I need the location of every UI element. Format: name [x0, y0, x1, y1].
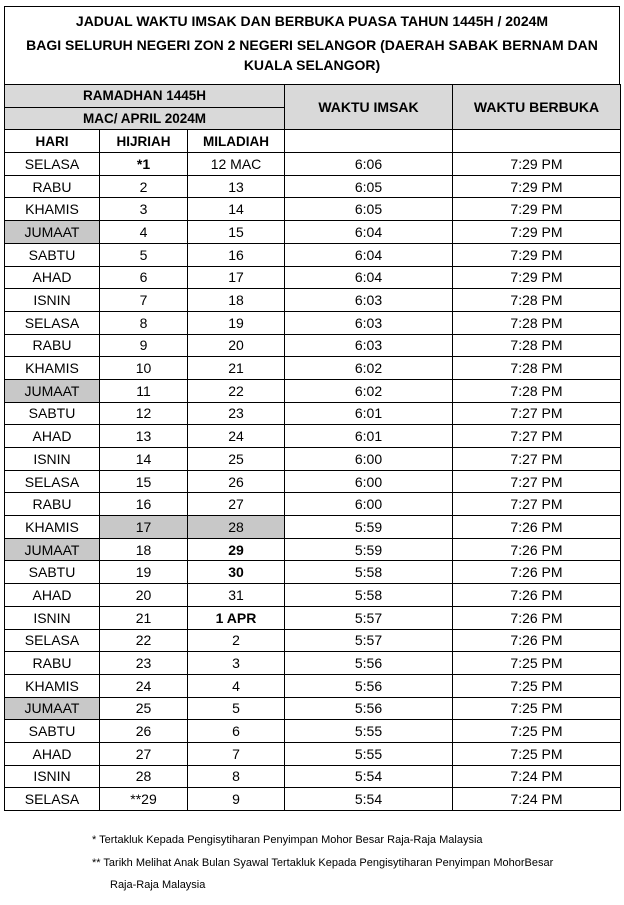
table-row [5, 652, 621, 675]
hari-cell: SELASA [5, 629, 100, 652]
miladiah-header: MILADIAH [188, 130, 285, 153]
imsak-cell: 6:00 [285, 493, 453, 516]
hari-cell: JUMAAT [5, 379, 100, 402]
hari-cell: KHAMIS [5, 357, 100, 380]
table-row [5, 470, 621, 493]
imsak-cell: 5:59 [285, 538, 453, 561]
table-row [5, 742, 621, 765]
imsak-cell: 5:59 [285, 516, 453, 539]
hijriah-cell: *1 [100, 153, 188, 176]
hari-cell: AHAD [5, 425, 100, 448]
imsak-cell: 5:55 [285, 720, 453, 743]
berbuka-cell: 7:24 PM [453, 765, 621, 788]
miladiah-cell: 22 [188, 379, 285, 402]
table-row [5, 153, 621, 176]
berbuka-cell: 7:28 PM [453, 289, 621, 312]
hari-cell: ISNIN [5, 289, 100, 312]
berbuka-cell: 7:27 PM [453, 470, 621, 493]
imsak-cell: 5:57 [285, 606, 453, 629]
hijriah-cell: 15 [100, 470, 188, 493]
berbuka-cell: 7:24 PM [453, 788, 621, 811]
hijriah-cell: 2 [100, 175, 188, 198]
miladiah-cell: 17 [188, 266, 285, 289]
hari-cell: JUMAAT [5, 697, 100, 720]
miladiah-cell: 31 [188, 584, 285, 607]
miladiah-cell: 13 [188, 175, 285, 198]
imsak-subheader-blank [285, 130, 453, 153]
hari-cell: JUMAAT [5, 221, 100, 244]
hijriah-header: HIJRIAH [100, 130, 188, 153]
miladiah-cell: 19 [188, 311, 285, 334]
table-row [5, 606, 621, 629]
imsak-cell: 6:05 [285, 175, 453, 198]
hijriah-cell: 22 [100, 629, 188, 652]
miladiah-cell: 28 [188, 516, 285, 539]
imsak-cell: 6:03 [285, 311, 453, 334]
berbuka-cell: 7:25 PM [453, 652, 621, 675]
imsak-cell: 5:58 [285, 561, 453, 584]
footnote-2-continued: Raja-Raja Malaysia [110, 879, 206, 891]
imsak-header: WAKTU IMSAK [285, 85, 453, 130]
hijriah-cell: 10 [100, 357, 188, 380]
berbuka-cell: 7:29 PM [453, 198, 621, 221]
hari-cell: SABTU [5, 402, 100, 425]
berbuka-cell: 7:26 PM [453, 538, 621, 561]
table-row [5, 516, 621, 539]
imsak-cell: 6:04 [285, 243, 453, 266]
table-row [5, 175, 621, 198]
hari-cell: KHAMIS [5, 516, 100, 539]
table-row [5, 788, 621, 811]
table-row [5, 425, 621, 448]
hijriah-cell: 11 [100, 379, 188, 402]
hari-cell: SABTU [5, 243, 100, 266]
miladiah-cell: 9 [188, 788, 285, 811]
title-line-2: BAGI SELURUH NEGERI ZON 2 NEGERI SELANGOR (DAERAH SABAK BERNAM DAN KUALA SELANGOR) [26, 37, 598, 73]
table-row [5, 221, 621, 244]
hari-cell: RABU [5, 334, 100, 357]
footnote-1: * Tertakluk Kepada Pengisytiharan Penyimpan Mohor Besar Raja-Raja Malaysia [92, 834, 483, 846]
berbuka-cell: 7:27 PM [453, 493, 621, 516]
imsak-cell: 5:54 [285, 788, 453, 811]
berbuka-cell: 7:26 PM [453, 561, 621, 584]
hijriah-cell: 23 [100, 652, 188, 675]
imsak-cell: 6:04 [285, 221, 453, 244]
hijriah-cell: 16 [100, 493, 188, 516]
miladiah-cell: 18 [188, 289, 285, 312]
table-row [5, 357, 621, 380]
hari-cell: SELASA [5, 153, 100, 176]
hijriah-cell: 6 [100, 266, 188, 289]
miladiah-cell: 24 [188, 425, 285, 448]
table-row [5, 379, 621, 402]
imsak-cell: 6:05 [285, 198, 453, 221]
imsak-cell: 6:04 [285, 266, 453, 289]
miladiah-cell: 3 [188, 652, 285, 675]
hijriah-cell: 4 [100, 221, 188, 244]
imsak-cell: 5:58 [285, 584, 453, 607]
miladiah-cell: 27 [188, 493, 285, 516]
miladiah-cell: 1 APR [188, 606, 285, 629]
imsak-cell: 6:02 [285, 379, 453, 402]
hari-cell: JUMAAT [5, 538, 100, 561]
berbuka-cell: 7:28 PM [453, 334, 621, 357]
miladiah-cell: 14 [188, 198, 285, 221]
berbuka-cell: 7:29 PM [453, 175, 621, 198]
berbuka-subheader-blank [453, 130, 621, 153]
berbuka-cell: 7:25 PM [453, 720, 621, 743]
hijriah-cell: 3 [100, 198, 188, 221]
imsak-cell: 5:56 [285, 652, 453, 675]
table-row [5, 538, 621, 561]
imsak-cell: 5:56 [285, 697, 453, 720]
berbuka-cell: 7:29 PM [453, 266, 621, 289]
miladiah-cell: 16 [188, 243, 285, 266]
hari-cell: KHAMIS [5, 198, 100, 221]
imsak-cell: 6:00 [285, 470, 453, 493]
hijriah-cell: 5 [100, 243, 188, 266]
imsak-cell: 5:57 [285, 629, 453, 652]
imsak-cell: 6:00 [285, 448, 453, 471]
miladiah-cell: 21 [188, 357, 285, 380]
month-header: MAC/ APRIL 2024M [5, 107, 285, 130]
table-row [5, 266, 621, 289]
imsak-cell: 6:06 [285, 153, 453, 176]
table-row [5, 198, 621, 221]
berbuka-header: WAKTU BERBUKA [453, 85, 621, 130]
berbuka-cell: 7:26 PM [453, 629, 621, 652]
hari-cell: SELASA [5, 311, 100, 334]
title-line-1: JADUAL WAKTU IMSAK DAN BERBUKA PUASA TAHUN 1445H / 2024M [75, 13, 549, 29]
imsak-cell: 5:55 [285, 742, 453, 765]
hijriah-cell: 14 [100, 448, 188, 471]
table-row [5, 720, 621, 743]
hari-cell: ISNIN [5, 606, 100, 629]
berbuka-cell: 7:27 PM [453, 402, 621, 425]
table-row [5, 334, 621, 357]
hijriah-cell: 8 [100, 311, 188, 334]
miladiah-cell: 2 [188, 629, 285, 652]
berbuka-cell: 7:27 PM [453, 448, 621, 471]
hijriah-cell: 24 [100, 674, 188, 697]
hari-cell: RABU [5, 175, 100, 198]
imsak-cell: 6:01 [285, 425, 453, 448]
berbuka-cell: 7:26 PM [453, 606, 621, 629]
table-row [5, 311, 621, 334]
table-row [5, 448, 621, 471]
imsak-cell: 5:54 [285, 765, 453, 788]
footnotes [92, 832, 612, 893]
hari-cell: SELASA [5, 470, 100, 493]
hari-cell: RABU [5, 652, 100, 675]
berbuka-cell: 7:27 PM [453, 425, 621, 448]
imsak-cell: 6:01 [285, 402, 453, 425]
hijriah-cell: 13 [100, 425, 188, 448]
miladiah-cell: 20 [188, 334, 285, 357]
ramadhan-header: RAMADHAN 1445H [5, 85, 285, 108]
table-row [5, 402, 621, 425]
hijriah-cell: 26 [100, 720, 188, 743]
hijriah-cell: 12 [100, 402, 188, 425]
berbuka-cell: 7:28 PM [453, 357, 621, 380]
berbuka-cell: 7:26 PM [453, 516, 621, 539]
hijriah-cell: 25 [100, 697, 188, 720]
berbuka-cell: 7:28 PM [453, 311, 621, 334]
berbuka-cell: 7:29 PM [453, 243, 621, 266]
hijriah-cell: 27 [100, 742, 188, 765]
hijriah-cell: 7 [100, 289, 188, 312]
hari-cell: AHAD [5, 266, 100, 289]
title-block [4, 6, 620, 84]
miladiah-cell: 6 [188, 720, 285, 743]
berbuka-cell: 7:25 PM [453, 674, 621, 697]
berbuka-cell: 7:25 PM [453, 697, 621, 720]
miladiah-cell: 23 [188, 402, 285, 425]
berbuka-cell: 7:29 PM [453, 221, 621, 244]
table-row [5, 697, 621, 720]
hijriah-cell: 28 [100, 765, 188, 788]
miladiah-cell: 15 [188, 221, 285, 244]
miladiah-cell: 12 MAC [188, 153, 285, 176]
berbuka-cell: 7:29 PM [453, 153, 621, 176]
miladiah-cell: 4 [188, 674, 285, 697]
hari-cell: ISNIN [5, 765, 100, 788]
miladiah-cell: 26 [188, 470, 285, 493]
table-row [5, 243, 621, 266]
table-row [5, 289, 621, 312]
miladiah-cell: 8 [188, 765, 285, 788]
hari-cell: KHAMIS [5, 674, 100, 697]
hari-cell: ISNIN [5, 448, 100, 471]
hijriah-cell: 17 [100, 516, 188, 539]
imsak-cell: 6:02 [285, 357, 453, 380]
table-row [5, 765, 621, 788]
hari-cell: SABTU [5, 561, 100, 584]
hari-cell: AHAD [5, 584, 100, 607]
hari-cell: RABU [5, 493, 100, 516]
hijriah-cell: 20 [100, 584, 188, 607]
miladiah-cell: 5 [188, 697, 285, 720]
timetable [4, 84, 621, 811]
table-row [5, 493, 621, 516]
hijriah-cell: 18 [100, 538, 188, 561]
table-row [5, 584, 621, 607]
berbuka-cell: 7:25 PM [453, 742, 621, 765]
imsak-cell: 6:03 [285, 334, 453, 357]
hari-cell: SELASA [5, 788, 100, 811]
table-row [5, 629, 621, 652]
berbuka-cell: 7:28 PM [453, 379, 621, 402]
miladiah-cell: 30 [188, 561, 285, 584]
hijriah-cell: 9 [100, 334, 188, 357]
berbuka-cell: 7:26 PM [453, 584, 621, 607]
footnote-2: ** Tarikh Melihat Anak Bulan Syawal Tertakluk Kepada Pengisytiharan Penyimpan MohorBesar [92, 857, 554, 869]
table-row [5, 561, 621, 584]
hari-cell: SABTU [5, 720, 100, 743]
hijriah-cell: 19 [100, 561, 188, 584]
hijriah-cell: 21 [100, 606, 188, 629]
hijriah-cell: **29 [100, 788, 188, 811]
imsak-cell: 6:03 [285, 289, 453, 312]
miladiah-cell: 7 [188, 742, 285, 765]
table-row [5, 674, 621, 697]
miladiah-cell: 25 [188, 448, 285, 471]
miladiah-cell: 29 [188, 538, 285, 561]
hari-header: HARI [5, 130, 100, 153]
hari-cell: AHAD [5, 742, 100, 765]
imsak-cell: 5:56 [285, 674, 453, 697]
